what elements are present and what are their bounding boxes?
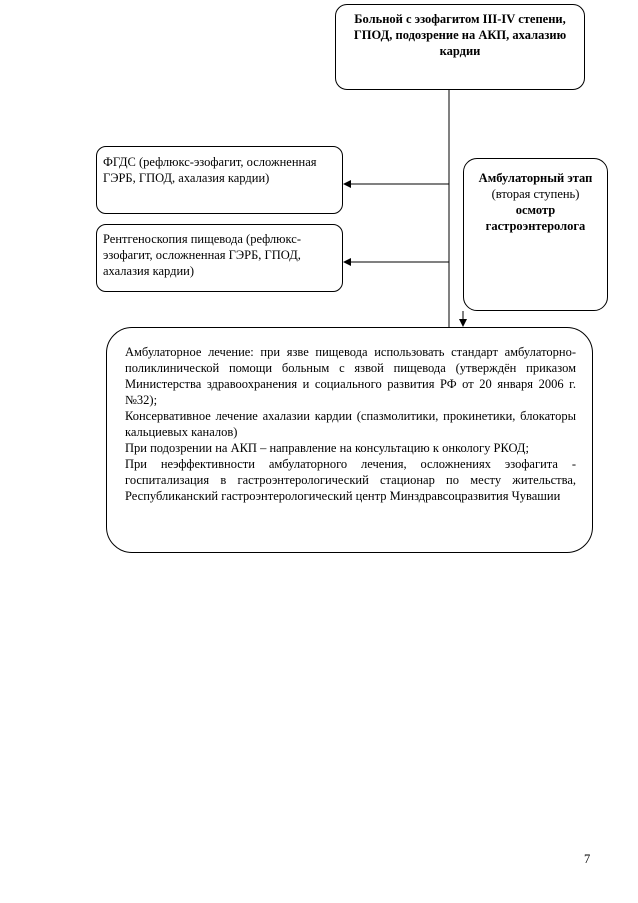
stage-exam: осмотр гастроэнтеролога xyxy=(485,203,586,233)
patient-condition-box xyxy=(335,4,585,90)
fgds-text: ФГДС (рефлюкс-эзофагит, осложненная ГЭРБ, ГПОД, ахалазия кардии) xyxy=(103,155,317,185)
page-number: 7 xyxy=(584,852,591,866)
patient-condition-text: Больной с эзофагитом III-IV степени, ГПОД, подозрение на АКП, ахалазию кардии xyxy=(353,12,567,58)
treatment-paragraph-3: При подозрении на АКП – направление на консультацию к онкологу РКОД; xyxy=(125,441,529,455)
fgds-box xyxy=(96,146,343,214)
outpatient-stage-box xyxy=(463,158,608,311)
treatment-paragraph-1: Амбулаторное лечение: при язве пищевода использовать стандарт амбулаторно-поликлинической помощи больным с язвой пищевода (утверждён приказом Министерства здравоохранения и социального развития РФ от 20 января 2006 г. №32); xyxy=(125,345,576,407)
treatment-paragraph-2: Консервативное лечение ахалазии кардии (спазмолитики, прокинетики, блокаторы кальциевых каналов) xyxy=(125,409,576,439)
stage-title: Амбулаторный этап xyxy=(478,171,593,185)
stage-step: (вторая ступень) xyxy=(491,187,580,201)
xray-text: Рентгеноскопия пищевода (рефлюкс-эзофагит, осложненная ГЭРБ, ГПОД, ахалазия кардии) xyxy=(103,232,301,278)
xray-box xyxy=(96,224,343,292)
treatment-paragraph-4: При неэффективности амбулаторного лечения, осложнениях эзофагита - госпитализация в гастроэнтерологический стационар по месту жительства, Республиканский гастроэнтерологический центр Минздравсоцразвития Чувашии xyxy=(125,457,576,503)
treatment-box xyxy=(106,327,593,553)
